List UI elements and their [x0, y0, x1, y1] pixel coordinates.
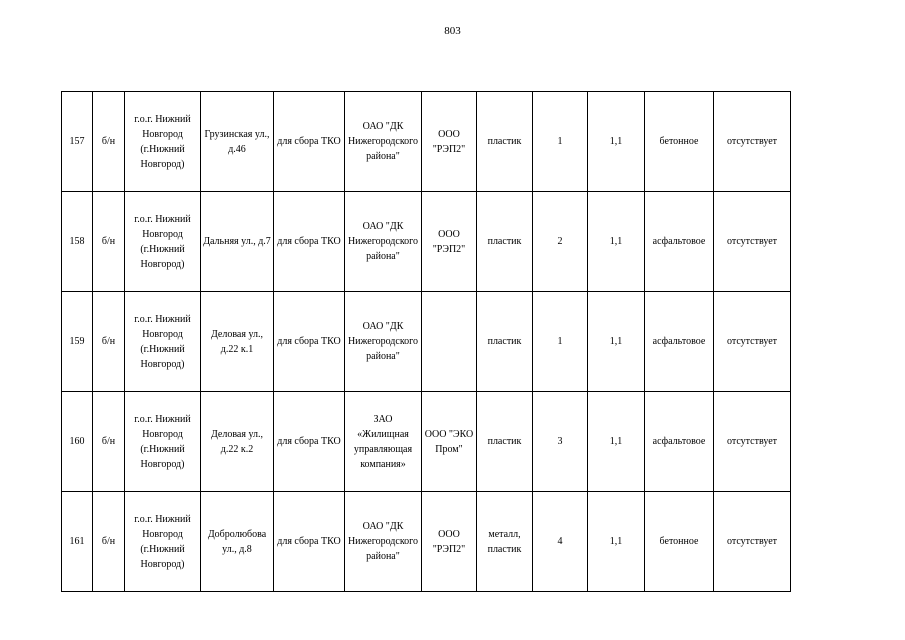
cell-purpose: для сбора ТКО — [274, 192, 345, 292]
page-number: 803 — [444, 25, 461, 37]
cell-purpose: для сбора ТКО — [274, 92, 345, 192]
cell-number: 158 — [62, 192, 93, 292]
cell-material: пластик — [477, 92, 533, 192]
table-row — [62, 92, 791, 192]
cell-number: 157 — [62, 92, 93, 192]
cell-purpose: для сбора ТКО — [274, 492, 345, 592]
cell-operator: ООО "РЭП2" — [422, 492, 477, 592]
cell-fence: отсутствует — [714, 92, 791, 192]
cell-material: пластик — [477, 292, 533, 392]
cell-code: б/н — [93, 192, 125, 292]
waste-sites-table — [61, 91, 791, 592]
cell-code: б/н — [93, 492, 125, 592]
cell-municipality: г.о.г. Нижний Новгород (г.Нижний Новгород) — [125, 492, 201, 592]
cell-code: б/н — [93, 392, 125, 492]
table-row — [62, 192, 791, 292]
cell-count: 1 — [533, 92, 588, 192]
cell-surface: асфальтовое — [645, 192, 714, 292]
cell-count: 3 — [533, 392, 588, 492]
table-row — [62, 392, 791, 492]
cell-municipality: г.о.г. Нижний Новгород (г.Нижний Новгород) — [125, 92, 201, 192]
table-row — [62, 292, 791, 392]
cell-operator: ООО "РЭП2" — [422, 92, 477, 192]
table-row — [62, 492, 791, 592]
cell-count: 2 — [533, 192, 588, 292]
cell-surface: бетонное — [645, 92, 714, 192]
cell-number: 160 — [62, 392, 93, 492]
cell-operator: ООО "ЭКО Пром" — [422, 392, 477, 492]
cell-material: пластик — [477, 392, 533, 492]
cell-owner: ОАО "ДК Нижегородского района" — [345, 92, 422, 192]
cell-operator: ООО "РЭП2" — [422, 192, 477, 292]
cell-purpose: для сбора ТКО — [274, 292, 345, 392]
cell-owner: ОАО "ДК Нижегородского района" — [345, 292, 422, 392]
cell-owner: ОАО "ДК Нижегородского района" — [345, 192, 422, 292]
cell-volume: 1,1 — [588, 192, 645, 292]
cell-municipality: г.о.г. Нижний Новгород (г.Нижний Новгород) — [125, 392, 201, 492]
cell-surface: асфальтовое — [645, 392, 714, 492]
cell-surface: асфальтовое — [645, 292, 714, 392]
cell-number: 161 — [62, 492, 93, 592]
cell-municipality: г.о.г. Нижний Новгород (г.Нижний Новгород) — [125, 292, 201, 392]
cell-code: б/н — [93, 292, 125, 392]
cell-operator — [422, 292, 477, 392]
cell-material: пластик — [477, 192, 533, 292]
cell-volume: 1,1 — [588, 92, 645, 192]
cell-address: Деловая ул., д.22 к.1 — [201, 292, 274, 392]
cell-owner: ЗАО «Жилищная управляющая компания» — [345, 392, 422, 492]
cell-address: Грузинская ул., д.46 — [201, 92, 274, 192]
cell-address: Деловая ул., д.22 к.2 — [201, 392, 274, 492]
cell-surface: бетонное — [645, 492, 714, 592]
cell-fence: отсутствует — [714, 492, 791, 592]
cell-code: б/н — [93, 92, 125, 192]
cell-address: Дальняя ул., д.7 — [201, 192, 274, 292]
cell-volume: 1,1 — [588, 492, 645, 592]
cell-fence: отсутствует — [714, 392, 791, 492]
cell-municipality: г.о.г. Нижний Новгород (г.Нижний Новгород) — [125, 192, 201, 292]
cell-number: 159 — [62, 292, 93, 392]
cell-count: 1 — [533, 292, 588, 392]
cell-volume: 1,1 — [588, 292, 645, 392]
cell-owner: ОАО "ДК Нижегородского района" — [345, 492, 422, 592]
cell-count: 4 — [533, 492, 588, 592]
cell-volume: 1,1 — [588, 392, 645, 492]
cell-fence: отсутствует — [714, 292, 791, 392]
cell-fence: отсутствует — [714, 192, 791, 292]
cell-material: металл, пластик — [477, 492, 533, 592]
cell-address: Добролюбова ул., д.8 — [201, 492, 274, 592]
cell-purpose: для сбора ТКО — [274, 392, 345, 492]
